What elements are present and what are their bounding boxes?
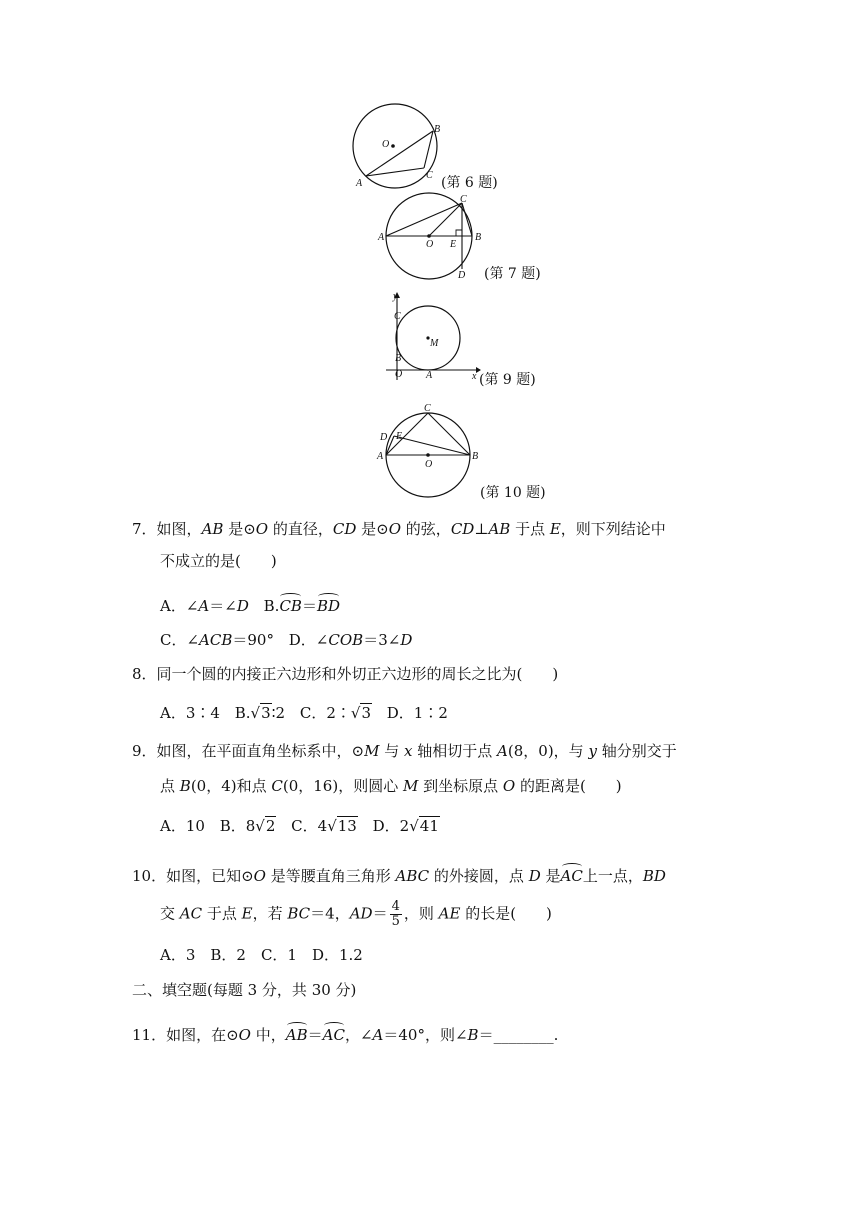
question-7-line-2: 不成立的是( ) (160, 552, 277, 570)
caption-figure-7: (第 7 题) (484, 266, 541, 282)
label-b: B (475, 232, 482, 243)
figure-6 (340, 120, 450, 200)
label-o: O (395, 369, 403, 380)
label-e: E (396, 431, 403, 442)
label-a: A (356, 178, 363, 189)
fraction: $\frac{4}{5}$ (391, 899, 400, 929)
caption-figure-9: (第 9 题) (479, 372, 536, 388)
question-8-options: A．3∶4 B.√3∶2 C．2∶√3 D．1∶2 (160, 704, 448, 722)
question-9-line-2: 点 B(0，4)和点 C(0，16)，则圆心 M 到坐标原点 O 的距离是( ) (160, 777, 622, 795)
label-c: C (394, 311, 401, 322)
label-d: D (380, 432, 388, 443)
figure-6-diagram (340, 120, 450, 200)
label-o: O (425, 459, 433, 470)
label-o: O (426, 239, 434, 250)
figure-7 (376, 192, 496, 284)
label-e: E (450, 239, 457, 250)
label-c: C (424, 403, 431, 414)
label-b: B (434, 124, 441, 135)
label-c: C (426, 170, 433, 181)
caption-figure-6: (第 6 题) (441, 175, 498, 191)
label-y: y (393, 291, 398, 302)
figure-7-diagram (376, 192, 496, 284)
figure-10-diagram (374, 400, 494, 498)
figure-10 (374, 400, 494, 498)
caption-figure-10: (第 10 题) (480, 485, 546, 501)
label-x: x (472, 371, 477, 382)
circle (353, 104, 437, 188)
section-2-heading: 二、填空题(每题 3 分，共 30 分) (132, 981, 357, 999)
arc-bd: BD (316, 597, 341, 615)
question-9-options: A．10 B．8√2 C．4√13 D．2√41 (160, 817, 439, 835)
question-8-text: 8．同一个圆的内接正六边形和外切正六边形的周长之比为( ) (132, 665, 559, 683)
arc-ac: AC (560, 867, 583, 885)
arc-ab: AB (285, 1026, 308, 1044)
label-a: A (426, 370, 433, 381)
question-10-line-1: 10．如图，已知⊙O 是等腰直角三角形 ABC 的外接圆，点 D 是AC上一点，BD (132, 867, 666, 885)
label-a: A (378, 232, 385, 243)
question-7-options-ab: A．∠A＝∠D B.CB＝BD (160, 597, 341, 615)
question-9-line-1: 9．如图，在平面直角坐标系中，⊙M 与 x 轴相切于点 A(8，0)，与 y 轴分别交于 (132, 742, 677, 760)
question-7-options-cd: C．∠ACB＝90° D．∠COB＝3∠D (160, 631, 413, 649)
figure-9-diagram (380, 290, 484, 385)
label-b: B (472, 451, 479, 462)
label-a: A (377, 451, 384, 462)
question-10-options: A．3 B．2 C．1 D．1.2 (160, 946, 363, 964)
label-b: B (395, 353, 402, 364)
label-d: D (458, 270, 466, 281)
label-c: C (460, 194, 467, 205)
label-o: O (382, 139, 390, 150)
label-m: M (430, 338, 439, 349)
question-7-line-1: 7．如图，AB 是⊙O 的直径，CD 是⊙O 的弦，CD⊥AB 于点 E，则下列结论中 (132, 520, 666, 538)
figure-9 (380, 290, 484, 385)
question-10-line-2: 交 AC 于点 E，若 BC＝4，AD＝ $\frac{4}{5}$ ，则 AE 的长是( ) (160, 899, 552, 929)
question-11-text: 11．如图，在⊙O 中，AB＝AC，∠A＝40°，则∠B＝________. (132, 1026, 559, 1044)
arc-cb: CB (279, 597, 302, 615)
arc-ac-2: AC (322, 1026, 345, 1044)
